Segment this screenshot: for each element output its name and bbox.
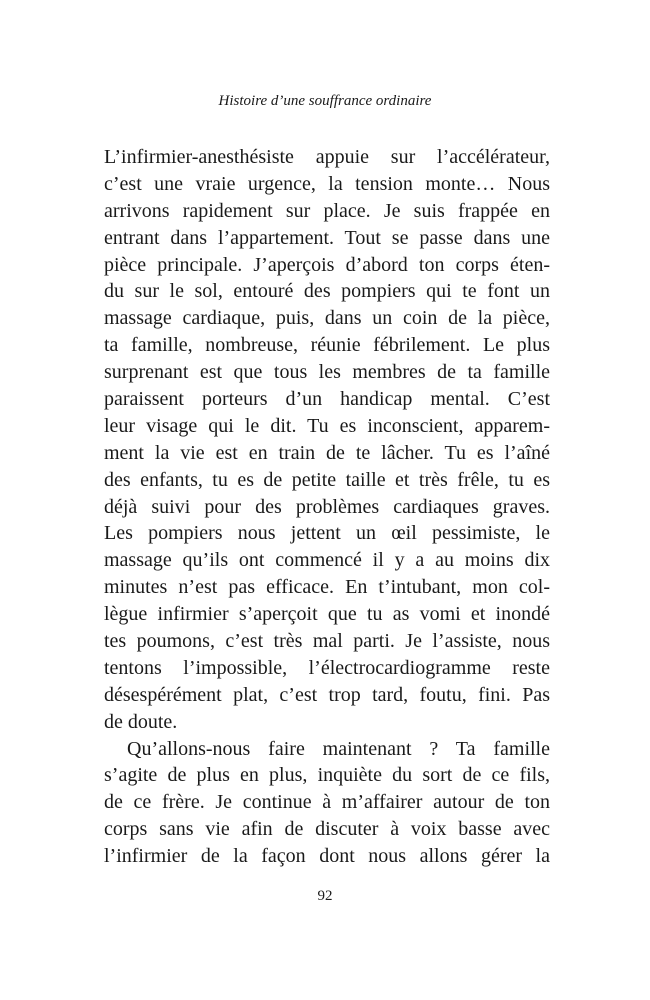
- paragraph-1: [104, 144, 550, 736]
- text-line: désespérément plat, c’est trop tard, foutu, fini. Pas: [104, 683, 550, 706]
- body-text: [104, 144, 550, 870]
- text-line: minutes n’est pas efficace. En t’intubant, mon col-: [104, 576, 550, 599]
- text-line: ment la vie est en train de te lâcher. Tu es l’aîné: [104, 441, 550, 464]
- text-line: massage qu’ils ont commencé il y a au moins dix: [104, 549, 550, 572]
- text-line: entrant dans l’appartement. Tout se passe dans une: [104, 226, 550, 249]
- paragraph-2: [104, 736, 550, 870]
- text-line: c’est une vraie urgence, la tension monte… Nous: [104, 172, 550, 195]
- text-line: surprenant est que tous les membres de ta famille: [104, 361, 550, 384]
- text-line: des enfants, tu es de petite taille et très frêle, tu es: [104, 468, 550, 491]
- text-line: L’infirmier-anesthésiste appuie sur l’accélérateur,: [104, 146, 550, 168]
- text-line: arrivons rapidement sur place. Je suis frappée en: [104, 199, 550, 222]
- text-line: pièce principale. J’aperçois d’abord ton corps éten-: [104, 253, 550, 276]
- page-number: 92: [317, 888, 333, 904]
- text-line: de doute.: [104, 710, 178, 733]
- text-line: lègue infirmier s’aperçoit que tu as vomi et inondé: [104, 603, 550, 626]
- text-line: paraissent porteurs d’un handicap mental. C’est: [104, 388, 550, 411]
- text-line: tentons l’impossible, l’électrocardiogramme reste: [104, 656, 550, 679]
- text-line: ta famille, nombreuse, réunie fébrilement. Le plus: [104, 334, 550, 357]
- text-line: Qu’allons-nous faire maintenant ? Ta famille: [127, 737, 550, 760]
- text-line: déjà suivi pour des problèmes cardiaques graves.: [104, 495, 550, 518]
- text-line: du sur le sol, entouré des pompiers qui te font un: [104, 280, 550, 303]
- text-line: Les pompiers nous jettent un œil pessimiste, le: [104, 522, 550, 545]
- text-line: corps sans vie afin de discuter à voix basse avec: [104, 818, 550, 841]
- text-line: tes poumons, c’est très mal parti. Je l’assiste, nous: [104, 630, 550, 653]
- text-line: de ce frère. Je continue à m’affairer autour de ton: [104, 791, 550, 814]
- text-line: l’infirmier de la façon dont nous allons gérer la: [104, 845, 550, 868]
- text-line: leur visage qui le dit. Tu es inconscient, apparem-: [104, 414, 550, 437]
- text-line: s’agite de plus en plus, inquiète du sort de ce fils,: [104, 764, 550, 787]
- running-head: Histoire d’une souffrance ordinaire: [218, 93, 432, 109]
- text-line: massage cardiaque, puis, dans un coin de la pièce,: [104, 307, 550, 330]
